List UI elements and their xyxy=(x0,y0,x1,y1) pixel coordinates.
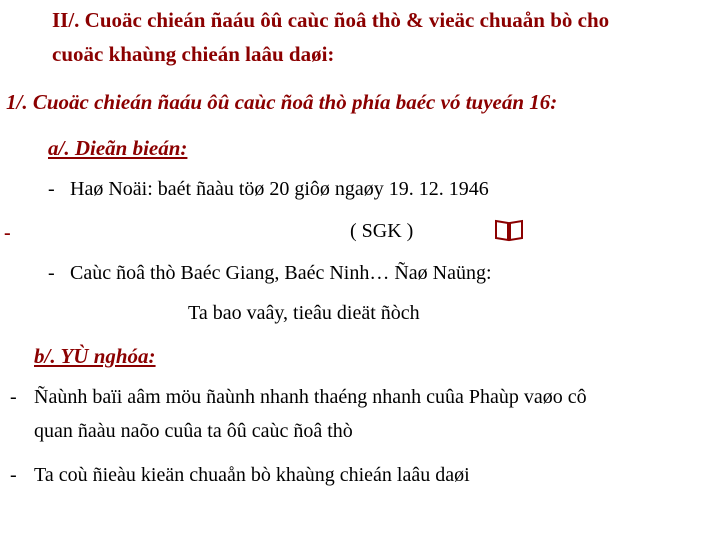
left-marker: - xyxy=(4,222,11,244)
open-book-icon xyxy=(494,218,524,242)
sgk-reference: ( SGK ) xyxy=(350,220,414,242)
meaning-line-1: Ñaùnh baïi aâm möu ñaùnh nhanh thaéng nhanh cuûa Phaùp vaøo cô xyxy=(34,386,587,408)
heading-line-1: II/. Cuoäc chieán ñaáu ôû caùc ñoâ thò & vieäc chuaån bò cho xyxy=(52,8,610,32)
item-encircle: Ta bao vaây, tieâu dieät ñòch xyxy=(188,302,420,324)
item-dash-2: - xyxy=(48,262,55,284)
subheading-dien-bien: a/. Dieãn bieán: xyxy=(48,136,188,160)
meaning-line-2: quan ñaàu naõo cuûa ta ôû caùc ñoâ thò xyxy=(34,420,353,442)
item-hanoi: Haø Noäi: baét ñaàu töø 20 giôø ngaøy 19. 12. 1946 xyxy=(70,178,489,200)
meaning-dash-1: - xyxy=(10,386,17,408)
meaning-line-3: Ta coù ñieàu kieän chuaån bò khaùng chieán laâu daøi xyxy=(34,464,470,486)
section-1-title: 1/. Cuoäc chieán ñaáu ôû caùc ñoâ thò phía baéc vó tuyeán 16: xyxy=(6,90,558,114)
heading-line-2: cuoäc khaùng chieán laâu daøi: xyxy=(52,42,335,66)
item-other-cities: Caùc ñoâ thò Baéc Giang, Baéc Ninh… Ñaø Naüng: xyxy=(70,262,492,284)
meaning-dash-2: - xyxy=(10,464,17,486)
item-dash-1: - xyxy=(48,178,55,200)
subheading-y-nghia: b/. YÙ nghóa: xyxy=(34,344,156,368)
